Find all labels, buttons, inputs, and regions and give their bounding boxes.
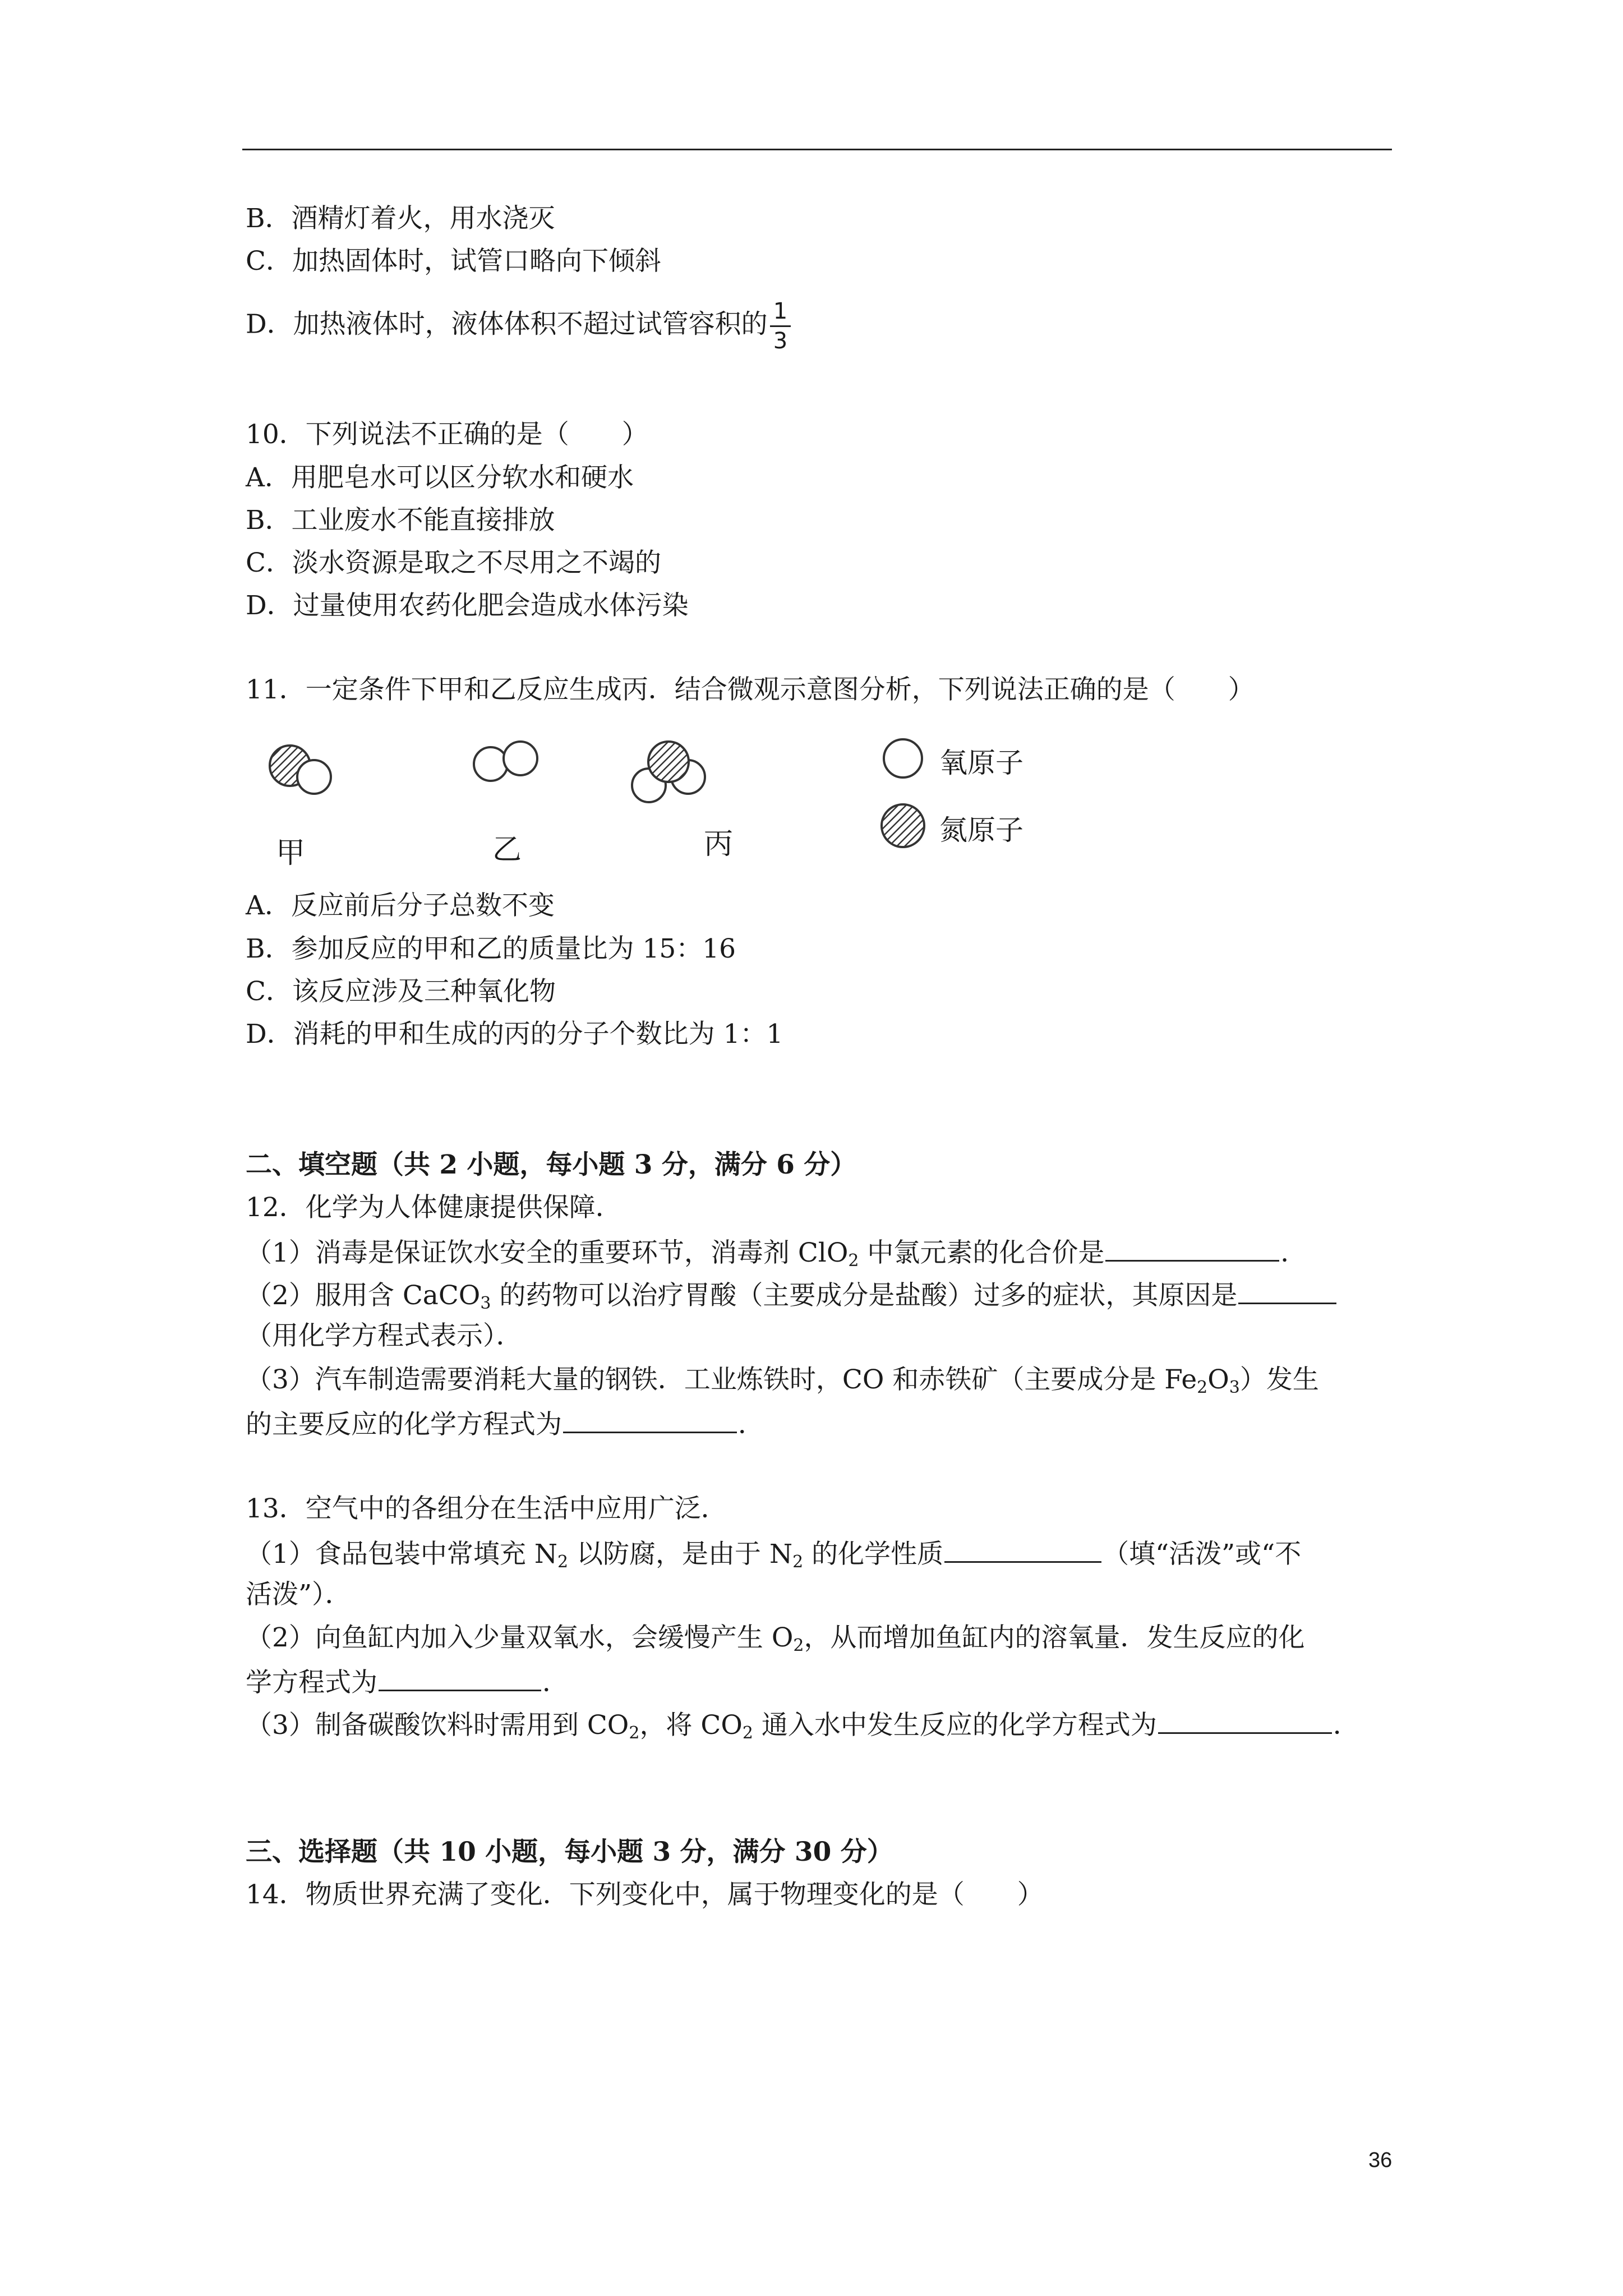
q12-part-3-line-2 <box>246 1406 764 1442</box>
q13-part-2-line-2 <box>246 1664 569 1700</box>
molecule-yi <box>474 742 537 781</box>
legend-nitrogen-atom-icon <box>882 804 924 847</box>
fraction-one-third <box>770 297 791 355</box>
oxygen-atom <box>504 742 537 775</box>
q10-option-b: B．工业废水不能直接排放 <box>246 505 555 536</box>
subscript: 2 <box>742 1723 753 1743</box>
fraction-denominator: 3 <box>773 328 788 354</box>
answer-blank <box>1105 1234 1279 1262</box>
q12-part-1 <box>246 1234 1307 1270</box>
q11-option-b: B．参加反应的甲和乙的质量比为 15：16 <box>246 933 736 964</box>
section-2-heading: 二、填空题（共 2 小题，每小题 3 分，满分 6 分） <box>246 1149 857 1180</box>
q13-part-3 <box>246 1706 1359 1742</box>
page-number: 36 <box>1368 2148 1393 2172</box>
q13-part-1-text-b: 以防腐，是由于 N <box>568 1539 793 1570</box>
q12-part-1-end: ． <box>1280 1237 1307 1268</box>
label-yi: 乙 <box>492 833 522 867</box>
answer-blank <box>379 1664 541 1691</box>
q13-part-1-text-a: （1）食品包装中常填充 N <box>246 1539 557 1570</box>
subscript: 2 <box>1197 1378 1208 1397</box>
q9-option-b: B．酒精灯着火，用水浇灭 <box>246 203 555 234</box>
q13-part-2-text-b: ，从而增加鱼缸内的溶氧量．发生反应的化 <box>804 1622 1305 1653</box>
q12-part-1-text-a: （1）消毒是保证饮水安全的重要环节，消毒剂 ClO <box>246 1237 849 1268</box>
q11-option-d: D．消耗的甲和生成的丙的分子个数比为 1：1 <box>246 1019 783 1050</box>
q13-part-1-line-2: 活泼”）． <box>246 1579 352 1610</box>
q13-part-3-end: ． <box>1332 1710 1359 1741</box>
q12-part-3-line-2-text: 的主要反应的化学方程式为 <box>246 1409 562 1440</box>
q13-part-2-text-a: （2）向鱼缸内加入少量双氧水，会缓慢产生 O <box>246 1622 794 1653</box>
q9-option-d-text: D．加热液体时，液体体积不超过试管容积的 <box>246 309 768 340</box>
q13-part-1-text-c: 的化学性质 <box>803 1539 944 1570</box>
q12-part-2-text-a: （2）服用含 CaCO <box>246 1280 481 1311</box>
molecule-jia <box>270 746 331 794</box>
label-jia: 甲 <box>276 836 306 870</box>
q11-option-c: C．该反应涉及三种氧化物 <box>246 976 556 1007</box>
header-rule <box>242 149 1392 150</box>
subscript: 2 <box>848 1251 859 1271</box>
section-3-heading: 三、选择题（共 10 小题，每小题 3 分，满分 30 分） <box>246 1837 893 1867</box>
q12-part-2 <box>246 1277 1338 1313</box>
q12-part-3-text-a: （3）汽车制造需要消耗大量的钢铁．工业炼铁时，CO 和赤铁矿（主要成分是 Fe <box>246 1364 1197 1395</box>
q12-part-3-end: ． <box>738 1409 764 1440</box>
subscript: 2 <box>557 1552 569 1572</box>
q9-option-c: C．加热固体时，试管口略向下倾斜 <box>246 246 661 277</box>
q12-part-3-text-c: ）发生 <box>1239 1364 1319 1395</box>
q12-part-3 <box>246 1363 1319 1397</box>
subscript: 2 <box>793 1636 804 1655</box>
subscript: 3 <box>1229 1378 1240 1397</box>
answer-blank <box>563 1406 737 1433</box>
label-bing: 丙 <box>704 827 734 861</box>
q11-option-a: A．反应前后分子总数不变 <box>246 890 555 921</box>
q13-part-3-text-c: 通入水中发生反应的化学方程式为 <box>753 1710 1157 1741</box>
nitrogen-atom <box>648 742 689 782</box>
q13-part-2-line-2-text: 学方程式为 <box>246 1667 377 1698</box>
subscript: 2 <box>792 1552 804 1572</box>
q12-part-2-line-2: （用化学方程式表示）． <box>246 1320 523 1351</box>
subscript: 3 <box>480 1294 491 1313</box>
q13-part-2-end: ． <box>542 1667 569 1698</box>
molecule-diagram <box>241 724 1082 881</box>
answer-blank <box>944 1535 1101 1563</box>
q10-option-c: C．淡水资源是取之不尽用之不竭的 <box>246 547 661 578</box>
answer-blank <box>1158 1706 1332 1734</box>
legend-nitrogen-label: 氮原子 <box>939 814 1023 846</box>
q10-option-a: A．用肥皂水可以区分软水和硬水 <box>246 462 634 493</box>
q9-option-d <box>246 297 791 355</box>
answer-blank <box>1238 1277 1336 1304</box>
q13-part-3-text-a: （3）制备碳酸饮料时需用到 CO <box>246 1710 629 1741</box>
q13-part-1-text-d: （填“活泼”或“不 <box>1103 1539 1302 1570</box>
q10-stem: 10．下列说法不正确的是（ ） <box>246 419 648 450</box>
subscript: 2 <box>629 1723 640 1743</box>
q13-part-3-text-b: ，将 CO <box>639 1710 743 1741</box>
q14-stem: 14．物质世界充满了变化．下列变化中，属于物理变化的是（ ） <box>246 1879 1044 1910</box>
oxygen-atom <box>297 760 331 794</box>
legend-oxygen-atom-icon <box>884 739 922 777</box>
q12-stem: 12．化学为人体健康提供保障． <box>246 1192 622 1223</box>
q12-part-2-text-b: 的药物可以治疗胃酸（主要成分是盐酸）过多的症状，其原因是 <box>491 1280 1238 1311</box>
q13-stem: 13．空气中的各组分在生活中应用广泛． <box>246 1493 727 1524</box>
q13-part-1 <box>246 1535 1301 1571</box>
fraction-numerator: 1 <box>770 297 791 327</box>
q12-part-3-text-b: O <box>1207 1364 1229 1395</box>
q11-stem: 11．一定条件下甲和乙反应生成丙．结合微观示意图分析，下列说法正确的是（ ） <box>246 674 1255 705</box>
oxygen-atom <box>474 747 508 781</box>
legend-oxygen-label: 氧原子 <box>939 747 1023 779</box>
molecule-bing <box>632 742 705 802</box>
q10-option-d: D．过量使用农药化肥会造成水体污染 <box>246 590 689 621</box>
q13-part-2 <box>246 1621 1304 1655</box>
q12-part-1-text-b: 中氯元素的化合价是 <box>859 1237 1105 1268</box>
